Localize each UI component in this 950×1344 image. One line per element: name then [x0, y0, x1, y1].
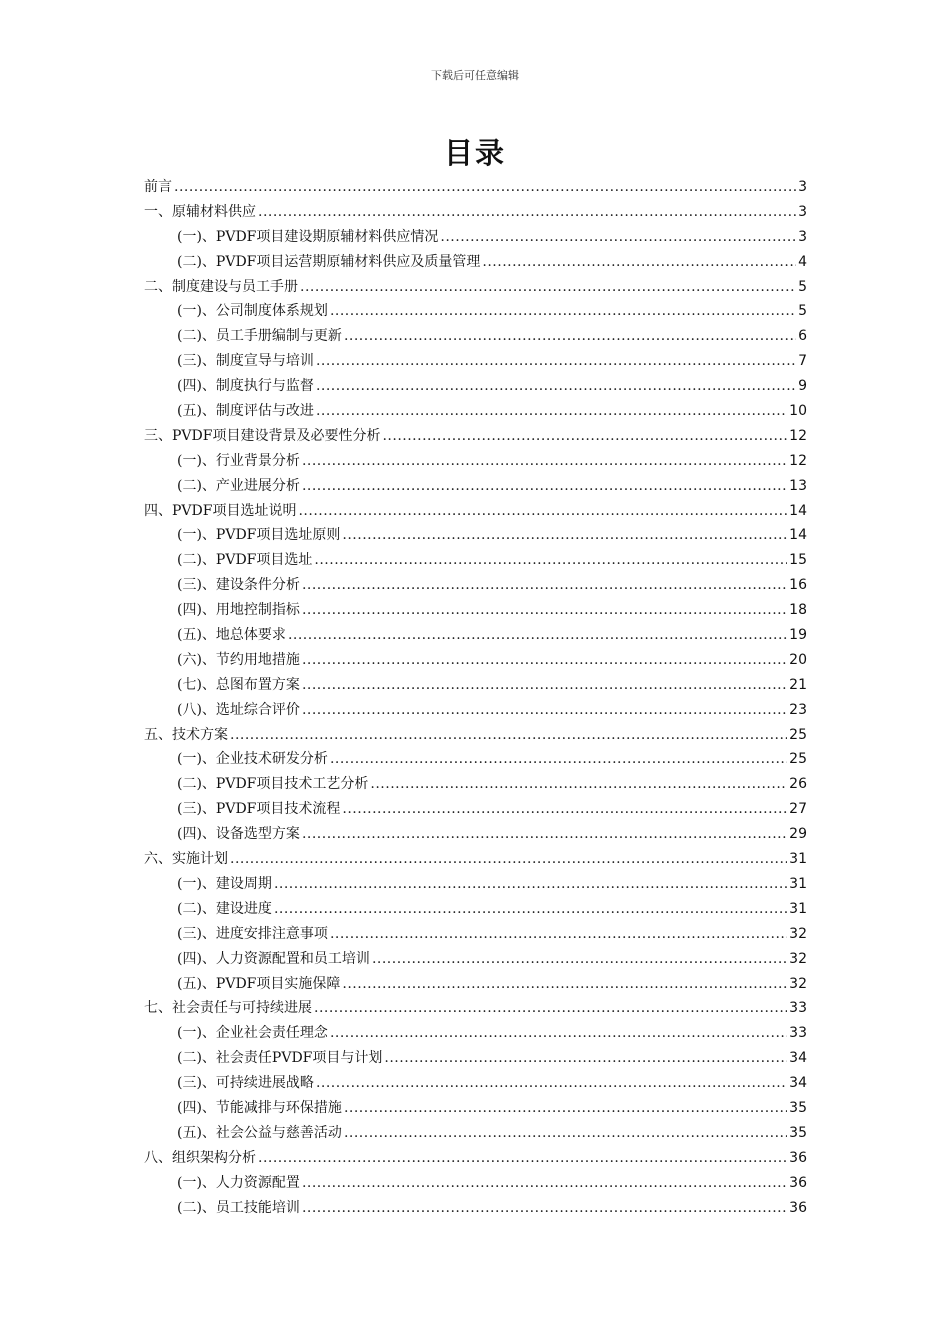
toc-leader-dots: [302, 648, 787, 673]
toc-entry-page-number: 20: [789, 651, 807, 668]
toc-leader-dots: [314, 548, 787, 573]
toc-entry-label: (二)、社会责任PVDF项目与计划: [177, 1050, 383, 1067]
toc-entry-label: (三)、建设条件分析: [177, 577, 300, 594]
toc-leader-dots: [298, 499, 787, 524]
toc-leader-dots: [384, 1046, 787, 1071]
toc-entry[interactable]: [144, 225, 807, 250]
toc-leader-dots: [302, 1171, 787, 1196]
toc-entry-label: 前言: [144, 179, 172, 195]
toc-entry[interactable]: [144, 250, 807, 275]
toc-entry-page-number: 9: [798, 378, 807, 395]
toc-entry[interactable]: [144, 399, 807, 424]
toc-leader-dots: [302, 474, 787, 499]
toc-entry-label: (四)、节能减排与环保措施: [177, 1099, 342, 1116]
toc-leader-dots: [330, 1021, 787, 1046]
toc-leader-dots: [302, 673, 787, 698]
toc-entry[interactable]: [144, 200, 807, 225]
toc-entry-label: (三)、可持续进展战略: [177, 1075, 314, 1092]
toc-entry[interactable]: [144, 299, 807, 324]
toc-entry-label: (二)、PVDF项目运营期原辅材料供应及质量管理: [177, 253, 481, 270]
toc-leader-dots: [316, 1071, 787, 1096]
page-title: 目录: [443, 136, 506, 170]
toc-entry[interactable]: [144, 1071, 807, 1096]
toc-entry-label: 七、社会责任与可持续进展: [144, 1000, 312, 1017]
toc-entry-label: (一)、人力资源配置: [177, 1174, 300, 1191]
toc-entry-label: (五)、地总体要求: [177, 627, 286, 644]
toc-leader-dots: [342, 972, 787, 997]
toc-entry[interactable]: [144, 523, 807, 548]
toc-leader-dots: [382, 424, 787, 449]
toc-entry[interactable]: [144, 1046, 807, 1071]
toc-entry[interactable]: [144, 723, 807, 748]
toc-entry-label: (三)、制度宣导与培训: [177, 353, 314, 370]
toc-entry-label: (二)、建设进度: [177, 900, 272, 917]
toc-entry-page-number: 23: [789, 701, 807, 718]
toc-entry[interactable]: [144, 872, 807, 897]
toc-entry-label: (四)、人力资源配置和员工培训: [177, 950, 370, 967]
toc-entry-page-number: 12: [789, 427, 807, 444]
toc-entry-label: 六、实施计划: [144, 851, 228, 868]
toc-entry[interactable]: [144, 922, 807, 947]
toc-entry-label: (四)、设备选型方案: [177, 826, 300, 843]
toc-entry-label: (一)、PVDF项目建设期原辅材料供应情况: [177, 228, 439, 245]
toc-entry[interactable]: [144, 1121, 807, 1146]
toc-entry-page-number: 14: [789, 502, 807, 519]
toc-entry-label: (六)、节约用地措施: [177, 651, 300, 668]
toc-leader-dots: [174, 175, 796, 200]
toc-entry-page-number: 32: [789, 925, 807, 942]
toc-entry-page-number: 19: [789, 627, 807, 644]
toc-entry[interactable]: [144, 772, 807, 797]
toc-entry-page-number: 4: [798, 253, 807, 270]
toc-leader-dots: [330, 747, 787, 772]
toc-entry-label: (七)、总图布置方案: [177, 676, 300, 693]
toc-entry[interactable]: [144, 1196, 807, 1221]
toc-entry[interactable]: [144, 449, 807, 474]
toc-leader-dots: [440, 225, 796, 250]
toc-entry-page-number: 21: [789, 676, 807, 693]
toc-entry[interactable]: [144, 324, 807, 349]
toc-entry-label: (二)、产业进展分析: [177, 477, 300, 494]
toc-entry[interactable]: [144, 573, 807, 598]
toc-entry-label: (八)、选址综合评价: [177, 701, 300, 718]
toc-entry[interactable]: [144, 1171, 807, 1196]
toc-leader-dots: [342, 523, 787, 548]
toc-leader-dots: [302, 449, 787, 474]
toc-entry-label: 四、PVDF项目选址说明: [144, 502, 297, 519]
toc-entry-label: 八、组织架构分析: [144, 1149, 256, 1166]
toc-entry-page-number: 3: [798, 228, 807, 245]
toc-entry-page-number: 33: [789, 1025, 807, 1042]
toc-leader-dots: [258, 200, 796, 225]
toc-entry-label: 二、制度建设与员工手册: [144, 278, 298, 295]
toc-entry[interactable]: [144, 424, 807, 449]
toc-entry-label: (二)、员工手册编制与更新: [177, 328, 342, 345]
toc-entry-label: (三)、进度安排注意事项: [177, 925, 328, 942]
toc-leader-dots: [330, 922, 787, 947]
toc-entry-page-number: 36: [789, 1174, 807, 1191]
toc-entry-label: (二)、PVDF项目选址: [177, 552, 313, 569]
toc-entry-page-number: 29: [789, 826, 807, 843]
toc-entry-label: (二)、PVDF项目技术工艺分析: [177, 776, 369, 793]
toc-entry-page-number: 35: [789, 1124, 807, 1141]
toc-entry-label: (五)、制度评估与改进: [177, 403, 314, 420]
toc-entry-label: (五)、社会公益与慈善活动: [177, 1124, 342, 1141]
toc-entry-page-number: 34: [789, 1050, 807, 1067]
toc-entry-page-number: 32: [789, 975, 807, 992]
toc-entry[interactable]: [144, 623, 807, 648]
toc-entry[interactable]: [144, 996, 807, 1021]
toc-entry-page-number: 36: [789, 1149, 807, 1166]
toc-entry[interactable]: [144, 972, 807, 997]
toc-entry-label: (三)、PVDF项目技术流程: [177, 801, 341, 818]
toc-entry-label: 五、技术方案: [144, 726, 228, 743]
toc-entry-page-number: 35: [789, 1099, 807, 1116]
toc-entry[interactable]: [144, 698, 807, 723]
toc-entry-label: (一)、建设周期: [177, 875, 272, 892]
toc-entry[interactable]: [144, 175, 807, 200]
toc-leader-dots: [258, 1146, 787, 1171]
toc-leader-dots: [302, 573, 787, 598]
toc-leader-dots: [344, 324, 796, 349]
toc-entry[interactable]: [144, 897, 807, 922]
toc-leader-dots: [344, 1096, 787, 1121]
toc-leader-dots: [302, 1196, 787, 1221]
toc-leader-dots: [300, 275, 796, 300]
toc-entry-page-number: 25: [789, 726, 807, 743]
toc-entry[interactable]: [144, 1021, 807, 1046]
toc-entry-page-number: 36: [789, 1199, 807, 1216]
table-of-contents: [144, 175, 807, 1220]
toc-leader-dots: [302, 598, 787, 623]
toc-entry-page-number: 31: [789, 900, 807, 917]
toc-entry-page-number: 14: [789, 527, 807, 544]
toc-leader-dots: [274, 872, 787, 897]
toc-leader-dots: [314, 996, 787, 1021]
toc-entry-page-number: 27: [789, 801, 807, 818]
toc-entry-label: (一)、公司制度体系规划: [177, 303, 328, 320]
toc-entry[interactable]: [144, 797, 807, 822]
toc-entry[interactable]: [144, 847, 807, 872]
toc-leader-dots: [482, 250, 796, 275]
toc-entry-label: (二)、员工技能培训: [177, 1199, 300, 1216]
toc-entry-page-number: 3: [798, 203, 807, 220]
toc-entry[interactable]: [144, 598, 807, 623]
toc-entry-page-number: 10: [789, 403, 807, 420]
toc-entry-page-number: 5: [798, 278, 807, 295]
toc-entry-label: (五)、PVDF项目实施保障: [177, 975, 341, 992]
toc-entry-page-number: 12: [789, 452, 807, 469]
toc-entry-label: 一、原辅材料供应: [144, 203, 256, 220]
toc-leader-dots: [230, 847, 787, 872]
toc-entry-page-number: 5: [798, 303, 807, 320]
toc-entry-page-number: 18: [789, 602, 807, 619]
toc-entry-page-number: 7: [798, 353, 807, 370]
toc-leader-dots: [372, 947, 787, 972]
toc-leader-dots: [316, 349, 796, 374]
toc-entry-page-number: 31: [789, 851, 807, 868]
toc-entry[interactable]: [144, 822, 807, 847]
toc-entry-page-number: 6: [798, 328, 807, 345]
toc-entry[interactable]: [144, 673, 807, 698]
toc-entry-label: (一)、企业社会责任理念: [177, 1025, 328, 1042]
toc-entry[interactable]: [144, 648, 807, 673]
toc-entry[interactable]: [144, 474, 807, 499]
toc-entry-page-number: 3: [798, 179, 807, 195]
toc-leader-dots: [230, 723, 787, 748]
toc-leader-dots: [302, 698, 787, 723]
toc-leader-dots: [370, 772, 787, 797]
toc-entry-label: (一)、行业背景分析: [177, 452, 300, 469]
toc-entry-label: (四)、制度执行与监督: [177, 378, 314, 395]
toc-entry[interactable]: [144, 275, 807, 300]
toc-entry-label: (一)、企业技术研发分析: [177, 751, 328, 768]
toc-entry[interactable]: [144, 374, 807, 399]
toc-entry-page-number: 26: [789, 776, 807, 793]
toc-leader-dots: [316, 374, 796, 399]
toc-leader-dots: [316, 399, 787, 424]
toc-leader-dots: [288, 623, 787, 648]
toc-entry-page-number: 34: [789, 1075, 807, 1092]
toc-entry[interactable]: [144, 349, 807, 374]
toc-leader-dots: [302, 822, 787, 847]
toc-leader-dots: [330, 299, 796, 324]
toc-entry-page-number: 25: [789, 751, 807, 768]
toc-entry[interactable]: [144, 1146, 807, 1171]
toc-entry-page-number: 15: [789, 552, 807, 569]
toc-entry-page-number: 16: [789, 577, 807, 594]
toc-leader-dots: [274, 897, 787, 922]
toc-leader-dots: [344, 1121, 787, 1146]
toc-entry-page-number: 13: [789, 477, 807, 494]
toc-entry[interactable]: [144, 499, 807, 524]
toc-entry[interactable]: [144, 1096, 807, 1121]
toc-entry-label: 三、PVDF项目建设背景及必要性分析: [144, 427, 381, 444]
toc-entry-label: (一)、PVDF项目选址原则: [177, 527, 341, 544]
toc-entry[interactable]: [144, 548, 807, 573]
toc-leader-dots: [342, 797, 787, 822]
toc-entry-label: (四)、用地控制指标: [177, 602, 300, 619]
toc-entry-page-number: 31: [789, 875, 807, 892]
toc-entry-page-number: 32: [789, 950, 807, 967]
toc-entry[interactable]: [144, 747, 807, 772]
toc-entry[interactable]: [144, 947, 807, 972]
toc-entry-page-number: 33: [789, 1000, 807, 1017]
page-header: 下载后可任意编辑: [431, 69, 519, 82]
